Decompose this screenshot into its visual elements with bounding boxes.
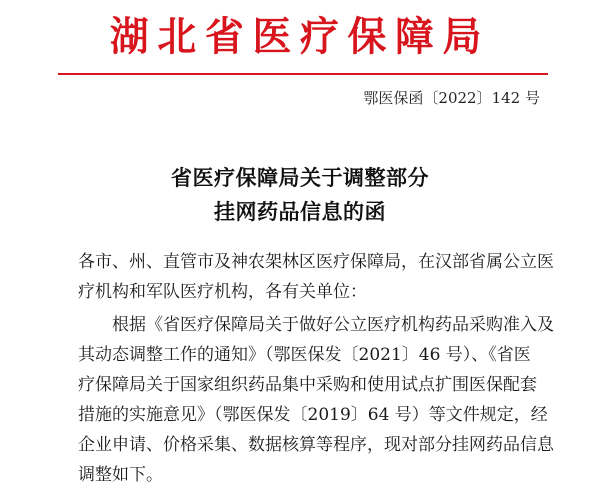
body-line-3: 疗保障局关于国家组织药品集中采购和使用试点扩围医保配套 [78, 375, 537, 395]
body-line-6: 调整如下。 [78, 465, 163, 485]
body-line-1: 根据《省医疗保障局关于做好公立医疗机构药品采购准入及 [78, 315, 554, 335]
salutation-line-2: 疗机构和军队医疗机构，各有关单位： [78, 282, 367, 302]
document-title-line-1: 省医疗保障局关于调整部分 [171, 165, 429, 190]
agency-masthead: 湖北省医疗保障局 [109, 14, 491, 60]
body-paragraph [78, 310, 554, 490]
document-number: 鄂医保函〔2022〕142 号 [363, 89, 540, 107]
document-title-line-2: 挂网药品信息的函 [214, 199, 386, 224]
body-line-2: 其动态调整工作的通知》（鄂医保发〔2021〕46 号）、《省医 [78, 345, 531, 365]
salutation [78, 247, 554, 307]
body-line-5: 企业申请、价格采集、数据核算等程序，现对部分挂网药品信息 [78, 435, 554, 455]
salutation-line-1: 各市、州、直管市及神农架林区医疗保障局，在汉部省属公立医 [78, 252, 554, 272]
red-divider-rule [58, 73, 548, 75]
body-line-4: 措施的实施意见》（鄂医保发〔2019〕64 号）等文件规定，经 [78, 405, 548, 425]
